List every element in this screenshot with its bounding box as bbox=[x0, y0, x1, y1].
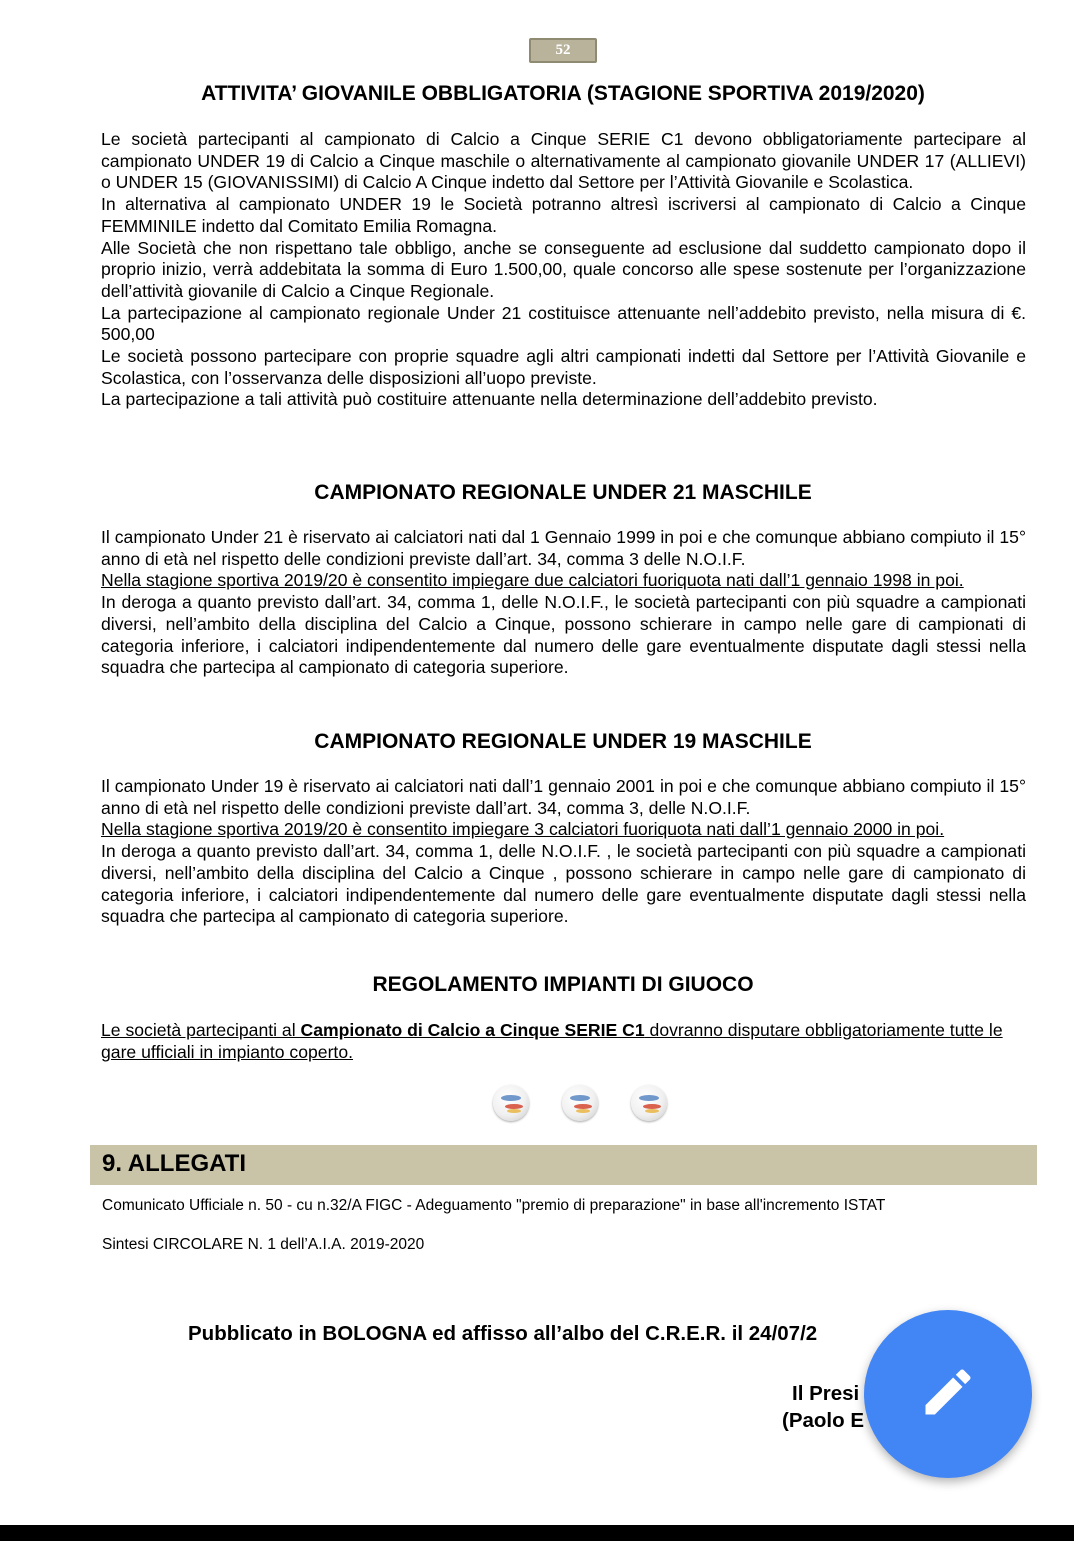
underlined-paragraph: Nella stagione sportiva 2019/20 è consentito impiegare due calciatori fuoriquota nati dall’1 gennaio 1998 in poi. bbox=[101, 570, 964, 591]
attachment-item[interactable]: Comunicato Ufficiale n. 50 - cu n.32/A FIGC - Adeguamento "premio di preparazione" in base all'incremento ISTAT bbox=[102, 1197, 886, 1214]
paragraph: La partecipazione al campionato regionale Under 21 costituisce attenuante nell’addebito previsto, nella misura di €. 500,00 bbox=[101, 302, 1026, 345]
paragraph: Il campionato Under 21 è riservato ai calciatori nati dal 1 Gennaio 1999 in poi e che comunque abbiano compiuto il 15° anno di età nel rispetto delle condizioni previste dall’art. 34, comma 3 delle N.O.I.F. bbox=[101, 527, 1026, 569]
system-navigation-bar bbox=[0, 1525, 1074, 1541]
underlined-paragraph: Nella stagione sportiva 2019/20 è consentito impiegare 3 calciatori fuoriquota nati dall’1 gennaio 2000 in poi. bbox=[101, 819, 945, 840]
section-title-under21: CAMPIONATO REGIONALE UNDER 21 MASCHILE bbox=[314, 481, 812, 504]
section-body-under19 bbox=[101, 776, 1026, 928]
attachment-item[interactable]: Sintesi CIRCOLARE N. 1 dell’A.I.A. 2019-2020 bbox=[102, 1236, 425, 1253]
sport-logo-icon bbox=[493, 1085, 529, 1121]
paragraph: In deroga a quanto previsto dall’art. 34, comma 1, delle N.O.I.F. , le società partecipanti con più squadre a campionati diversi, nell’ambito della disciplina del Calcio a Cinque , possono schierare in campo nelle gare di campionato di categoria inferiore, i calciatori indipendentemente dal numero delle gare eventualmente disputate dagli stessi nella squadra che partecipa al campionato di categoria superiore. bbox=[101, 841, 1026, 927]
paragraph bbox=[101, 1020, 1011, 1063]
signature-name: (Paolo E bbox=[782, 1409, 865, 1432]
paragraph: In alternativa al campionato UNDER 19 le Società potranno altresì iscriversi al campionato di Calcio a Cinque FEMMINILE indetto dal Comitato Emilia Romagna. bbox=[101, 194, 1026, 236]
edit-fab-button[interactable] bbox=[864, 1310, 1032, 1478]
page-number-badge: 52 bbox=[529, 38, 597, 63]
paragraph: Alle Società che non rispettano tale obbligo, anche se conseguente ad esclusione dal suddetto campionato dopo il proprio inizio, verrà addebitata la somma di Euro 1.500,00, quale concorso alle spese sostenute per l’organizzazione dell’attività giovanile di Calcio a Cinque Regionale. bbox=[101, 237, 1026, 301]
sport-logos-row bbox=[490, 1085, 680, 1121]
text-span: Le società partecipanti al bbox=[101, 1020, 301, 1040]
allegati-heading: 9. ALLEGATI bbox=[102, 1150, 246, 1177]
section-title-impianti: REGOLAMENTO IMPIANTI DI GIUOCO bbox=[372, 973, 754, 996]
paragraph: Le società partecipanti al campionato di Calcio a Cinque SERIE C1 devono obbligatoriamente partecipare al campionato UNDER 19 di Calcio a Cinque maschile o alternativamente al campionato giovanile UNDER 17 (ALLIEVI) o UNDER 15 (GIOVANISSIMI) di Calcio A Cinque indetto dal Settore per l’Attività Giovanile e Scolastica. bbox=[101, 129, 1026, 193]
signature-title: Il Presi bbox=[792, 1382, 860, 1405]
section-title-attivita-giovanile: ATTIVITA’ GIOVANILE OBBLIGATORIA (STAGIONE SPORTIVA 2019/2020) bbox=[201, 82, 925, 105]
section-body-under21 bbox=[101, 527, 1026, 679]
paragraph: Le società possono partecipare con proprie squadre agli altri campionati indetti dal Settore per l’Attività Giovanile e Scolastica, con l’osservanza delle disposizioni all’uopo previste. bbox=[101, 346, 1026, 388]
paragraph: La partecipazione a tali attività può costituire attenuante nella determinazione dell’addebito previsto. bbox=[101, 389, 878, 410]
sport-logo-icon bbox=[562, 1085, 598, 1121]
edit-pencil-icon bbox=[918, 1362, 978, 1422]
section-body-impianti bbox=[101, 1020, 1011, 1063]
paragraph: In deroga a quanto previsto dall’art. 34, comma 1, delle N.O.I.F., le società partecipanti con più squadre a campionati diversi, nell’ambito della disciplina del Calcio a Cinque, possono schierare in campo nelle gare di campionati di categoria inferiore, i calciatori indipendentemente dal numero delle gare eventualmente disputate dagli stessi nella squadra che partecipa al campionato di categoria superiore. bbox=[101, 592, 1026, 678]
sport-logo-icon bbox=[631, 1085, 667, 1121]
text-span: dovranno disputare obbligatoriamente tutte le gare ufficiali in impianto coperto. bbox=[101, 1020, 1003, 1062]
allegati-header-bar bbox=[90, 1145, 1037, 1185]
bold-text: Campionato di Calcio a Cinque SERIE C1 bbox=[300, 1020, 645, 1040]
publication-note: Pubblicato in BOLOGNA ed affisso all’albo del C.R.E.R. il 24/07/2 bbox=[188, 1322, 818, 1345]
section-body-attivita-giovanile bbox=[101, 129, 1026, 411]
paragraph: Il campionato Under 19 è riservato ai calciatori nati dall’1 gennaio 2001 in poi e che comunque abbiano compiuto il 15° anno di età nel rispetto delle condizioni previste dall’art. 34, comma 3, delle N.O.I.F. bbox=[101, 776, 1026, 818]
section-title-under19: CAMPIONATO REGIONALE UNDER 19 MASCHILE bbox=[314, 730, 812, 753]
